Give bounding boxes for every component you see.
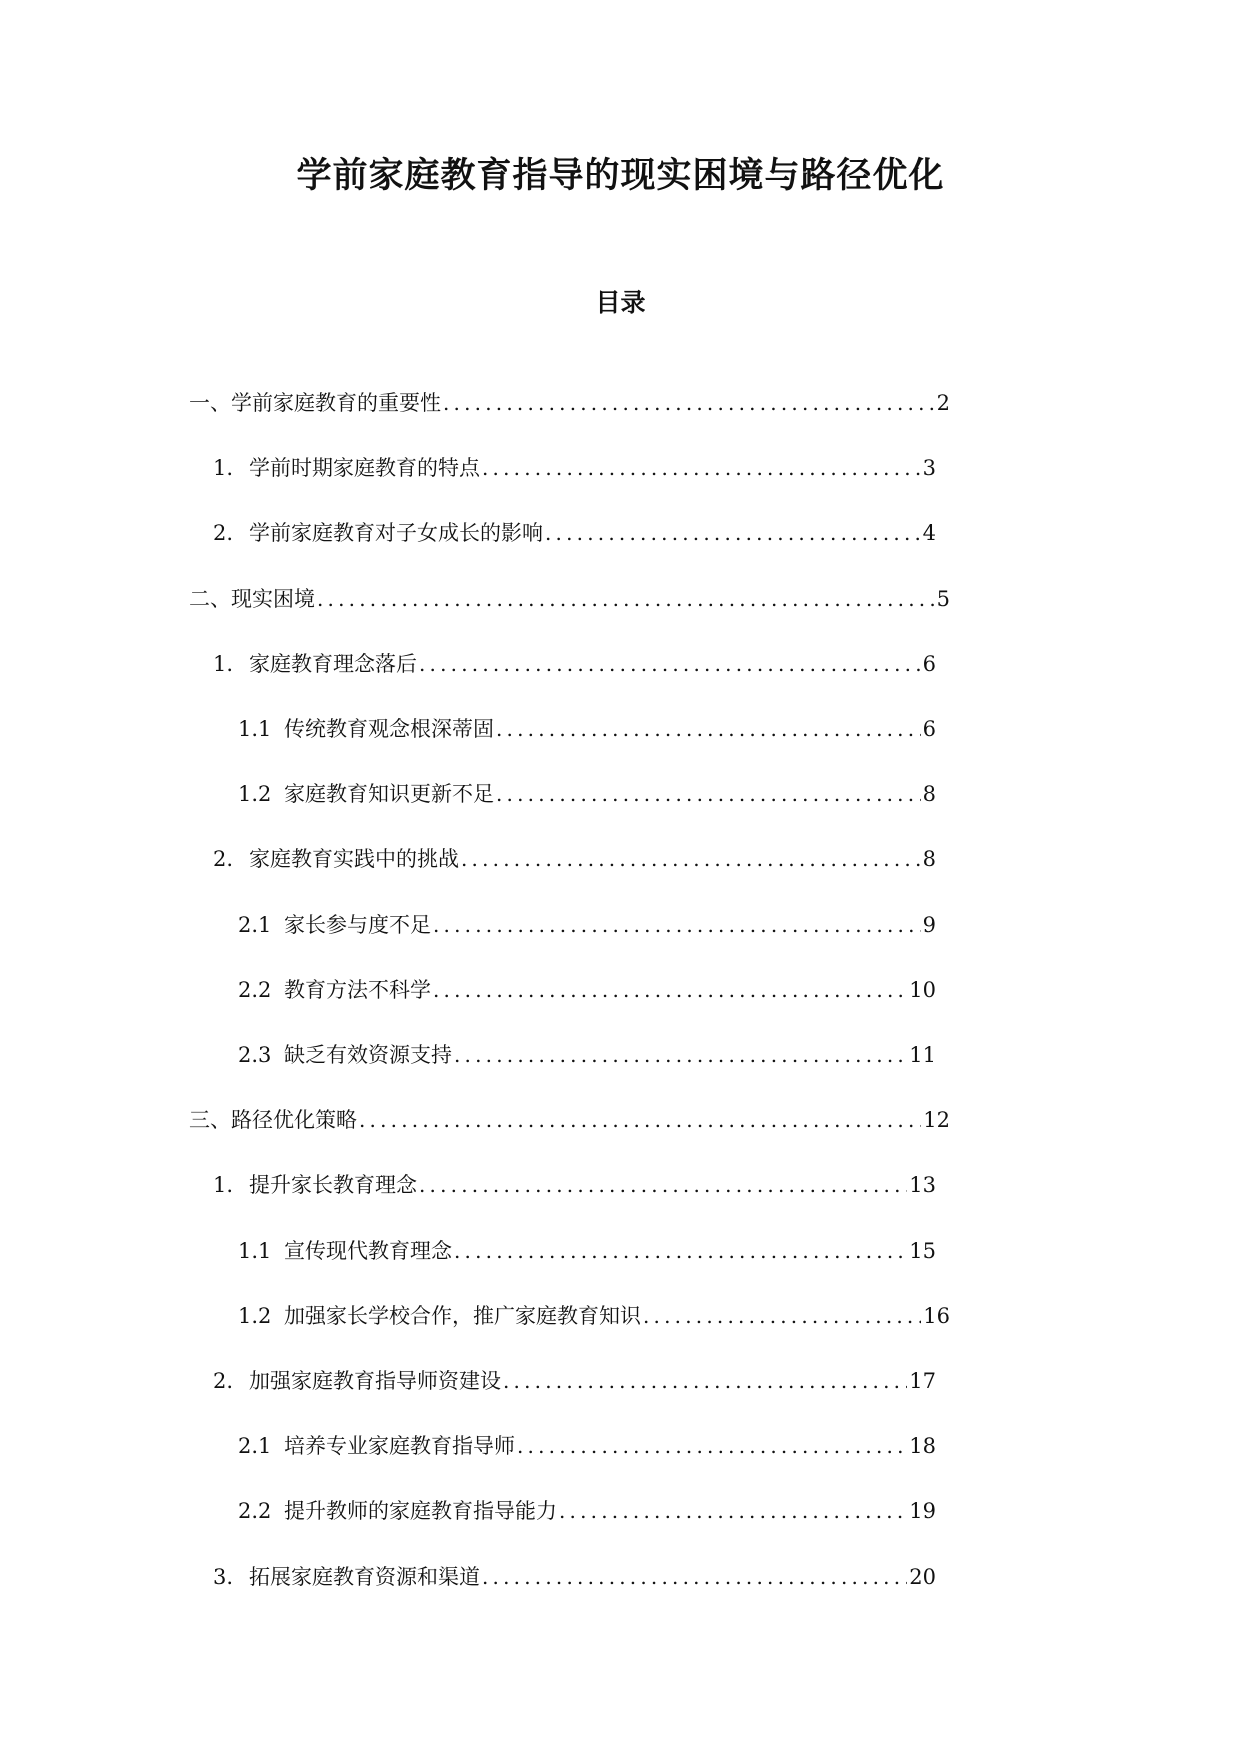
toc-entry[interactable] [238,1040,936,1070]
toc-entry[interactable] [189,584,950,614]
toc-page-number: 16 [923,1304,950,1328]
toc-entry-label: 提升教师的家庭教育指导能力 [284,1499,557,1523]
toc-entry[interactable] [238,1236,936,1266]
toc-entry-number: 1.1 [238,717,272,741]
toc-entry[interactable] [213,1562,936,1592]
toc-page-number: 19 [909,1499,936,1523]
toc-page-number: 3 [922,456,936,480]
toc-entry[interactable] [189,388,950,418]
toc-entry[interactable] [213,518,936,548]
toc-entry-number: 2. [213,1369,234,1393]
toc-entry-label: 传统教育观念根深蒂固 [284,717,494,741]
toc-heading: 目录 [595,288,646,317]
document-title: 学前家庭教育指导的现实困境与路径优化 [296,155,945,196]
toc-page-number: 20 [909,1565,936,1589]
toc-page-number: 15 [909,1239,936,1263]
toc-entry-number: 1. [213,456,234,480]
toc-entry-number: 1. [213,1173,234,1197]
toc-dot-leader [515,1431,907,1461]
toc-entry-label: 培养专业家庭教育指导师 [284,1434,515,1458]
toc-page-number: 4 [922,521,936,545]
toc-dot-leader [452,1236,907,1266]
toc-entry[interactable] [238,975,936,1005]
toc-entry[interactable] [213,453,936,483]
toc-dot-leader [557,1496,907,1526]
toc-dot-leader [501,1366,907,1396]
toc-page-number: 9 [922,913,936,937]
toc-entry[interactable] [238,910,936,940]
toc-entry-label: 宣传现代教育理念 [284,1239,452,1263]
toc-entry-label: 家庭教育实践中的挑战 [249,847,459,871]
toc-entry-label: 教育方法不科学 [284,978,431,1002]
toc-entry-label: 家庭教育知识更新不足 [284,782,494,806]
toc-entry[interactable] [213,1170,936,1200]
toc-entry-number: 2.2 [238,978,272,1002]
toc-page-number: 2 [936,391,950,415]
toc-entry-label: 二、现实困境 [189,587,315,611]
toc-entry-number: 1.2 [238,1304,272,1328]
toc-entry-label: 三、路径优化策略 [189,1108,357,1132]
toc-dot-leader [543,518,921,548]
toc-entry-label: 一、学前家庭教育的重要性 [189,391,441,415]
toc-entry-number: 3. [213,1565,234,1589]
toc-entry-label: 家长参与度不足 [284,913,431,937]
toc-entry-number: 2. [213,847,234,871]
toc-entry-number: 1. [213,652,234,676]
toc-entry-label: 缺乏有效资源支持 [284,1043,452,1067]
toc-page-number: 8 [922,782,936,806]
toc-dot-leader [417,649,921,679]
toc-entry[interactable] [238,1431,936,1461]
toc-page-number: 10 [909,978,936,1002]
toc-page-number: 12 [923,1108,950,1132]
toc-entry[interactable] [213,649,936,679]
toc-entry-label: 拓展家庭教育资源和渠道 [249,1565,480,1589]
toc-page-number: 6 [922,717,936,741]
toc-entry[interactable] [213,844,936,874]
toc-entry[interactable] [238,779,936,809]
toc-dot-leader [641,1301,921,1331]
toc-entry-number: 2.1 [238,1434,272,1458]
toc-dot-leader [417,1170,907,1200]
toc-page-number: 13 [909,1173,936,1197]
toc-entry-number: 1.2 [238,782,272,806]
toc-entry[interactable] [189,1105,950,1135]
toc-dot-leader [459,844,921,874]
toc-page-number: 6 [922,652,936,676]
toc-dot-leader [357,1105,921,1135]
toc-dot-leader [431,910,921,940]
toc-dot-leader [431,975,907,1005]
toc-dot-leader [441,388,935,418]
toc-entry-label: 家庭教育理念落后 [249,652,417,676]
toc-entry-number: 1.1 [238,1239,272,1263]
toc-entry-number: 2.3 [238,1043,272,1067]
toc-entry[interactable] [238,1301,950,1331]
toc-page-number: 5 [936,587,950,611]
toc-entry-number: 2.2 [238,1499,272,1523]
toc-entry-number: 2. [213,521,234,545]
toc-entry-label: 加强家长学校合作，推广家庭教育知识 [284,1304,641,1328]
toc-entry[interactable] [238,714,936,744]
toc-page-number: 18 [909,1434,936,1458]
toc-entry-label: 学前家庭教育对子女成长的影响 [249,521,543,545]
toc-entry-label: 加强家庭教育指导师资建设 [249,1369,501,1393]
toc-dot-leader [494,779,921,809]
toc-dot-leader [315,584,935,614]
toc-entry-label: 提升家长教育理念 [249,1173,417,1197]
toc-dot-leader [480,1562,907,1592]
toc-entry-number: 2.1 [238,913,272,937]
toc-dot-leader [494,714,921,744]
toc-page-number: 8 [922,847,936,871]
toc-page-number: 11 [909,1043,936,1067]
toc-dot-leader [480,453,921,483]
toc-entry-label: 学前时期家庭教育的特点 [249,456,480,480]
toc-dot-leader [452,1040,907,1070]
toc-entry[interactable] [238,1496,936,1526]
toc-entry[interactable] [213,1366,936,1396]
toc-page-number: 17 [909,1369,936,1393]
